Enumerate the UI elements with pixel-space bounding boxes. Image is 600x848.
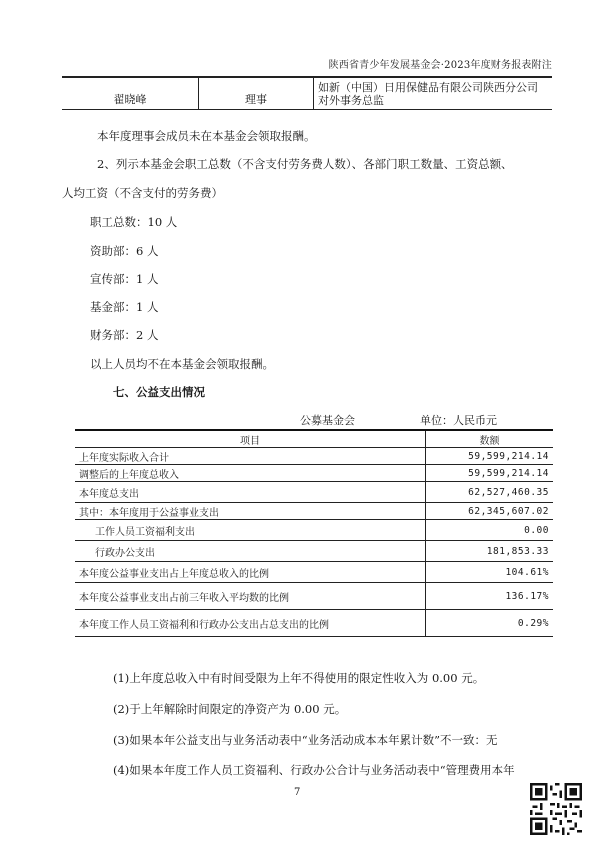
row-amount: 62,527,460.35 <box>426 482 554 503</box>
row-label: 本年度公益事业支出占上年度总收入的比例 <box>75 562 426 583</box>
row-amount: 136.17% <box>426 583 554 610</box>
table-row <box>75 610 553 637</box>
paragraph-staff-heading-line1: 2、列示本基金会职工总数（不含支付劳务费人数）、各部门职工数量、工资总额、 <box>97 157 513 171</box>
row-label: 本年度工作人员工资福利和行政办公支出占总支出的比例 <box>75 610 426 637</box>
table-row <box>75 562 553 583</box>
row-label: 调整后的上年度总收入 <box>75 465 426 482</box>
table-header-row <box>75 430 553 448</box>
member-role: 理事 <box>199 78 314 110</box>
dept-finance-count: 财务部：2 人 <box>90 328 159 342</box>
row-amount: 104.61% <box>426 562 554 583</box>
page-header-title: 陕西省青少年发展基金会·2023年度财务报表附注 <box>328 60 552 71</box>
table-row <box>75 583 553 610</box>
table-row <box>75 448 553 465</box>
dept-pr-count: 宣传部：1 人 <box>90 272 159 286</box>
member-organization: 如新（中国）日用保健品有限公司陕西分公司对外事务总监 <box>314 78 553 110</box>
dept-fund-count: 基金部：1 人 <box>90 300 159 314</box>
column-header-amount: 数额 <box>426 430 554 448</box>
member-name: 翟晓峰 <box>62 78 199 110</box>
paragraph-staff-heading-line2: 人均工资（不含支付的劳务费） <box>62 186 223 200</box>
table-row <box>75 482 553 503</box>
row-label: 其中：本年度用于公益事业支出 <box>75 503 426 520</box>
row-label: 本年度公益事业支出占前三年收入平均数的比例 <box>75 583 426 610</box>
row-amount: 0.00 <box>426 520 554 541</box>
table-row <box>75 503 553 520</box>
public-welfare-spending-table <box>75 429 553 637</box>
row-label: 本年度总支出 <box>75 482 426 503</box>
row-amount: 59,599,214.14 <box>426 465 554 482</box>
row-amount: 0.29% <box>426 610 554 637</box>
qr-code-icon <box>530 783 582 835</box>
table-caption-unit: 单位：人民币元 <box>420 414 497 427</box>
section-heading-public-welfare: 七、公益支出情况 <box>113 385 205 399</box>
row-label: 上年度实际收入合计 <box>75 448 426 465</box>
staff-total: 职工总数：10 人 <box>90 215 178 229</box>
column-header-item: 项目 <box>75 430 426 448</box>
table-caption-type: 公募基金会 <box>300 414 355 427</box>
note-1: (1)上年度总收入中有时间受限为上年不得使用的限定性收入为 0.00 元。 <box>113 671 485 685</box>
board-member-table <box>62 77 552 110</box>
row-amount: 62,345,607.02 <box>426 503 554 520</box>
dept-aid-count: 资助部：6 人 <box>90 244 159 258</box>
table-row <box>75 520 553 541</box>
row-label: 行政办公支出 <box>75 541 426 562</box>
paragraph-board-no-pay: 本年度理事会成员未在本基金会领取报酬。 <box>97 129 316 143</box>
note-2: (2)于上年解除时间限定的净资产为 0.00 元。 <box>113 702 347 716</box>
row-amount: 181,853.33 <box>426 541 554 562</box>
table-row <box>62 78 552 110</box>
table-row <box>75 541 553 562</box>
page-number: 7 <box>294 787 301 798</box>
note-3: (3)如果本年公益支出与业务活动表中“业务活动成本本年累计数”不一致：无 <box>113 733 498 747</box>
paragraph-staff-no-pay: 以上人员均不在本基金会领取报酬。 <box>90 357 274 371</box>
note-4: (4)如果本年度工作人员工资福利、行政办公合计与业务活动表中“管理费用本年 <box>113 763 515 777</box>
row-amount: 59,599,214.14 <box>426 448 554 465</box>
table-row <box>75 465 553 482</box>
row-label: 工作人员工资福利支出 <box>75 520 426 541</box>
